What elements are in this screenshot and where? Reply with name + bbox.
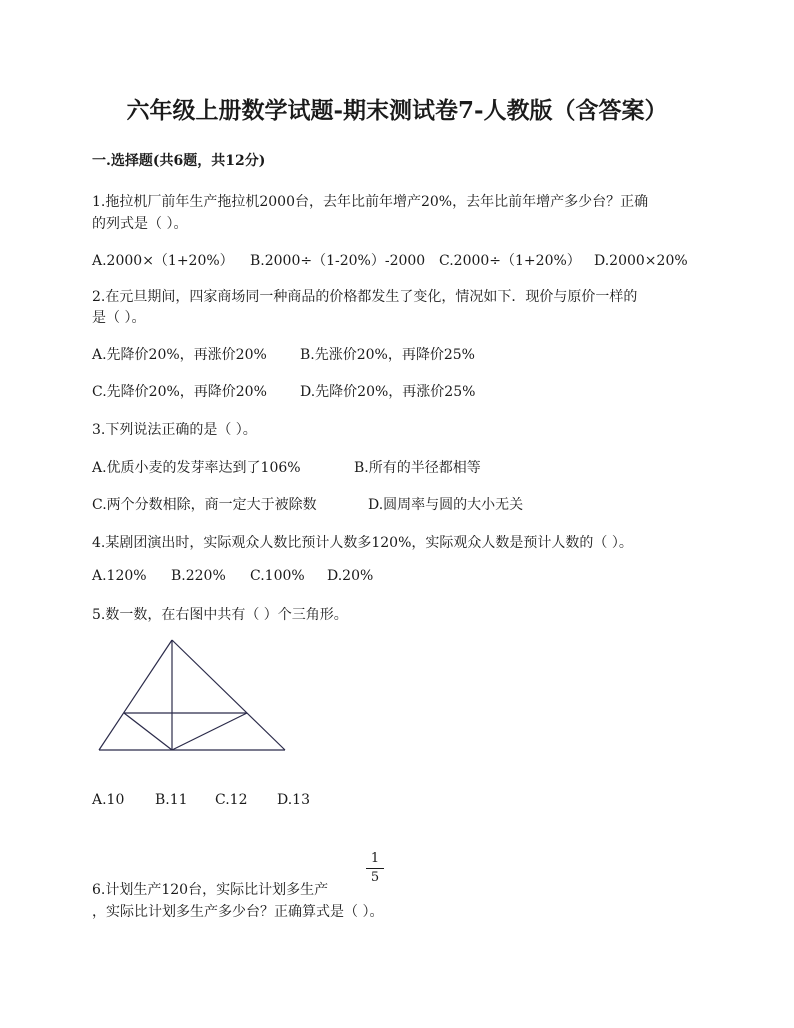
- figure-right-diagonal: [172, 713, 247, 750]
- q3-option-c: C.两个分数相除，商一定大于被除数: [92, 497, 317, 513]
- q5-text-line1: 5.数一数，在右图中共有（ ）个三角形。: [92, 607, 348, 623]
- q4-option-d: D.20%: [327, 568, 374, 584]
- q5-options: [92, 792, 310, 808]
- q3-option-a: A.优质小麦的发芽率达到了106%: [92, 460, 301, 476]
- q1-text-line2: 的列式是（ ）。: [92, 216, 188, 232]
- q4-text-line1: 4.某剧团演出时，实际观众人数比预计人数多120%，实际观众人数是预计人数的（ ）。: [92, 535, 633, 551]
- q3-option-b: B.所有的半径都相等: [354, 460, 481, 476]
- fraction-bar: [366, 868, 384, 869]
- q1-text-line1: 1.拖拉机厂前年生产拖拉机2000台，去年比前年增产20%，去年比前年增产多少台？正确: [92, 194, 649, 210]
- q6-text-line1: 6.计划生产120台，实际比计划多生产: [92, 882, 329, 898]
- q1-option-a: A.2000×（1+20%）: [92, 253, 234, 269]
- q2-option-b: B.先涨价20%，再降价25%: [300, 347, 475, 363]
- q6-text-line2: ，实际比计划多生产多少台？正确算式是（ ）。: [92, 904, 384, 920]
- q6-fraction: [364, 852, 386, 885]
- q5-option-a: A.10: [92, 792, 125, 808]
- q4-option-a: A.120%: [92, 568, 147, 584]
- q6-fraction-numerator: 1: [370, 851, 380, 866]
- q5-option-b: B.11: [155, 792, 188, 808]
- q2-option-d: D.先降价20%，再涨价25%: [300, 384, 476, 400]
- q3-option-d: D.圆周率与圆的大小无关: [368, 497, 524, 513]
- q4-option-b: B.220%: [171, 568, 226, 584]
- section-heading: 一.选择题(共6题，共12分): [92, 153, 266, 169]
- figure-right-edge: [172, 640, 285, 750]
- q2-option-a: A.先降价20%，再涨价20%: [92, 347, 267, 363]
- q2-text-line1: 2.在元旦期间，四家商场同一种商品的价格都发生了变化，情况如下．现价与原价一样的: [92, 289, 638, 305]
- q5-option-c: C.12: [215, 792, 248, 808]
- q5-option-d: D.13: [277, 792, 310, 808]
- q1-option-b: B.2000÷（1-20%）-2000: [250, 253, 426, 269]
- q1-option-d: D.2000×20%: [594, 253, 688, 269]
- q2-option-c: C.先降价20%，再降价20%: [92, 384, 267, 400]
- page-title: 六年级上册数学试题-期末测试卷7-人教版（含答案）: [126, 97, 668, 124]
- figure-left-edge: [99, 640, 172, 750]
- q3-text-line1: 3.下列说法正确的是（ ）。: [92, 422, 257, 438]
- figure-left-diagonal: [124, 713, 172, 750]
- q1-option-c: C.2000÷（1+20%）: [439, 253, 581, 269]
- q4-option-c: C.100%: [250, 568, 305, 584]
- q2-text-line2: 是（ ）。: [92, 310, 146, 326]
- q6-fraction-denominator: 5: [370, 870, 380, 885]
